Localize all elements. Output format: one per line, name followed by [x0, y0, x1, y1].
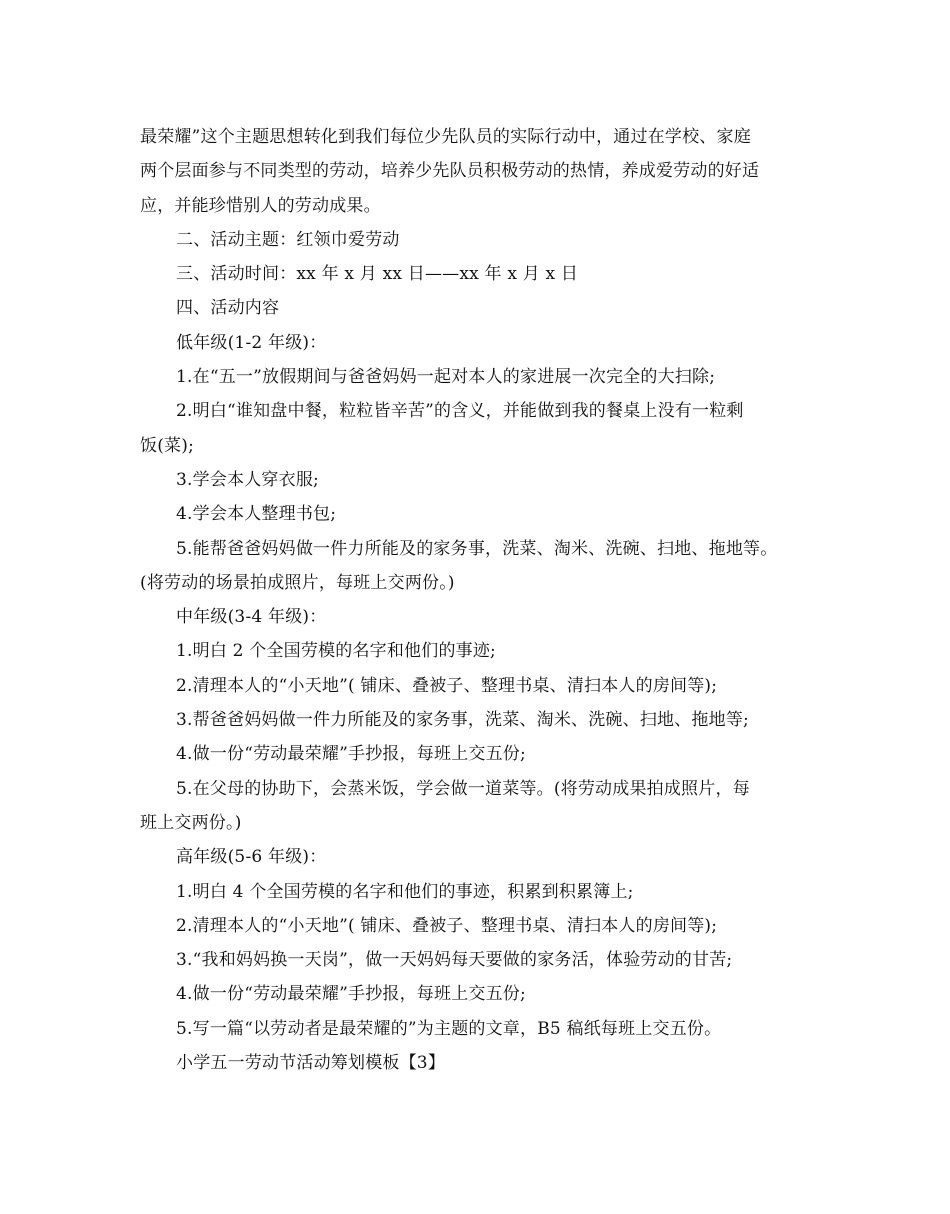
text-line: 三、活动时间：xx 年 x 月 xx 日——xx 年 x 月 x 日	[176, 264, 579, 285]
text-line: 班上交两份。)	[140, 812, 242, 833]
text-line: 3.“我和妈妈换一天岗”，做一天妈妈每天要做的家务活，体验劳动的甘苦;	[176, 950, 733, 971]
text-line: 5.写一篇“以劳动者是最荣耀的”为主题的文章，B5 稿纸每班上交五份。	[176, 1018, 722, 1039]
text-line: 最荣耀”这个主题思想转化到我们每位少先队员的实际行动中，通过在学校、家庭	[140, 127, 751, 147]
text-line: 1.明白 2 个全国劳模的名字和他们的事迹;	[176, 641, 496, 662]
text-line: 3.帮爸爸妈妈做一件力所能及的家务事，洗菜、淘米、洗碗、扫地、拖地等;	[176, 710, 749, 731]
text-line: 四、活动内容	[176, 298, 280, 319]
text-line: 5.在父母的协助下，会蒸米饭，学会做一道菜等。(将劳动成果拍成照片，每	[176, 778, 750, 799]
text-line: 高年级(5-6 年级)：	[176, 847, 327, 868]
text-line: 应，并能珍惜别人的劳动成果。	[140, 195, 381, 216]
text-line: 2.清理本人的“小天地”( 铺床、叠被子、整理书桌、清扫本人的房间等);	[176, 675, 718, 696]
text-line: 两个层面参与不同类型的劳动，培养少先队员积极劳动的热情，养成爱劳动的好适	[140, 161, 760, 182]
text-line: 4.做一份“劳动最荣耀”手抄报，每班上交五份;	[176, 744, 526, 765]
document-body	[140, 120, 820, 1080]
text-line: 二、活动主题：红领巾爱劳动	[176, 229, 400, 250]
text-line: 饭(菜);	[140, 435, 194, 456]
text-line: 5.能帮爸爸妈妈做一件力所能及的家务事，洗菜、淘米、洗碗、扫地、拖地等。	[176, 538, 778, 559]
text-line: 中年级(3-4 年级)：	[176, 607, 327, 628]
text-line: 4.学会本人整理书包;	[176, 504, 337, 525]
text-line: 3.学会本人穿衣服;	[176, 469, 319, 490]
text-line: 1.明白 4 个全国劳模的名字和他们的事迹，积累到积累簿上;	[176, 881, 634, 902]
text-line: 4.做一份“劳动最荣耀”手抄报，每班上交五份;	[176, 984, 526, 1005]
text-line: 低年级(1-2 年级)：	[176, 332, 327, 353]
text-line: 2.明白“谁知盘中餐，粒粒皆辛苦”的含义，并能做到我的餐桌上没有一粒剩	[176, 401, 744, 422]
text-line: 1.在“五一”放假期间与爸爸妈妈一起对本人的家进展一次完全的大扫除;	[176, 367, 716, 388]
text-line: 2.清理本人的“小天地”( 铺床、叠被子、整理书桌、清扫本人的房间等);	[176, 915, 718, 936]
text-line: (将劳动的场景拍成照片，每班上交两份。)	[140, 572, 455, 593]
text-line: 小学五一劳动节活动筹划模板【3】	[176, 1053, 446, 1074]
